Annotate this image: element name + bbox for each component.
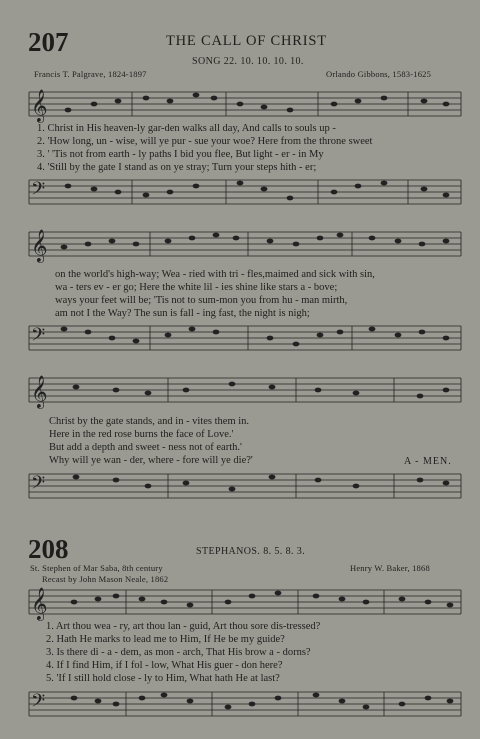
staff-bass-207-2 — [0, 318, 480, 358]
svg-text:𝄞: 𝄞 — [31, 231, 48, 262]
svg-text:𝄞: 𝄞 — [31, 91, 48, 122]
svg-text:𝄢: 𝄢 — [31, 690, 46, 715]
staff-treble-208-1 — [0, 582, 480, 622]
composer-credit-207: Orlando Gibbons, 1583-1625 — [326, 69, 432, 79]
svg-text:𝄢: 𝄢 — [31, 324, 46, 349]
lyric-208-1-3: 3. Is there di - a - dem, as mon - arch, That His brow a - dorns? — [46, 647, 311, 658]
hymn-title-207: THE CALL OF CHRIST — [166, 33, 327, 49]
staff-bass-207-3 — [0, 466, 480, 506]
author-credit-208: St. Stephen of Mar Saba, 8th century — [30, 563, 163, 573]
staff-treble-207-1 — [0, 84, 480, 124]
lyric-208-1-2: 2. Hath He marks to lead me to Him, If He be my guide? — [46, 634, 285, 645]
lyric-207-2-4: am not I the Way? The sun is fall - ing fast, the night is nigh; — [55, 308, 310, 319]
lyric-208-1-4: 4. If I find Him, if I fol - low, What His guer - don here? — [46, 660, 283, 671]
lyric-208-1-5: 5. 'If I still hold close - ly to Him, What hath He at last? — [46, 673, 280, 684]
svg-text:𝄢: 𝄢 — [31, 472, 46, 497]
svg-text:𝄞: 𝄞 — [31, 377, 48, 408]
lyric-207-1-3: 3. ' 'Tis not from earth - ly paths I bid you flee, But light - er - in My — [37, 149, 324, 160]
lyric-207-3-2: Here in the red rose burns the face of Love.' — [49, 429, 234, 440]
lyric-207-1-2: 2. 'How long, un - wise, will ye pur - sue your woe? Here from the throne sweet — [37, 136, 373, 147]
svg-text:𝄢: 𝄢 — [31, 178, 46, 203]
lyric-207-3-4: Why will ye wan - der, where - fore will ye die?' — [49, 455, 253, 466]
staff-bass-208-1 — [0, 684, 480, 724]
svg-text:𝄞: 𝄞 — [31, 589, 48, 620]
hymn-number-207: 207 — [28, 27, 69, 57]
lyric-207-2-3: ways your feet will be; 'Tis not to sum-mon you from hu - man mirth, — [55, 295, 348, 306]
lyric-207-3-3: But add a depth and sweet - ness not of earth.' — [49, 442, 242, 453]
author-credit-207: Francis T. Palgrave, 1824-1897 — [34, 69, 147, 79]
staff-bass-207-1 — [0, 172, 480, 212]
staff-treble-207-3 — [0, 370, 480, 410]
hymn-number-208: 208 — [28, 534, 69, 564]
lyric-208-1-1: 1. Art thou wea - ry, art thou lan - guid, Art thou sore dis-tressed? — [46, 621, 321, 632]
tune-meter-207: SONG 22. 10. 10. 10. 10. — [192, 56, 304, 67]
lyric-207-2-1: on the world's high-way; Wea - ried with tri - fles,maimed and sick with sin, — [55, 269, 375, 280]
tune-meter-208: STEPHANOS. 8. 5. 8. 3. — [196, 546, 306, 557]
lyric-207-3-1: Christ by the gate stands, and in - vites them in. — [49, 416, 250, 427]
lyric-207-1-1: 1. Christ in His heaven-ly gar-den walks all day, And calls to souls up - — [37, 123, 336, 134]
lyric-207-2-2: wa - ters ev - er go; Here the white lil - ies shine like stars a - bove; — [55, 282, 338, 293]
recast-credit-208: Recast by John Mason Neale, 1862 — [42, 574, 169, 584]
amen-label: A - MEN. — [404, 456, 452, 467]
composer-credit-208: Henry W. Baker, 1868 — [350, 563, 430, 573]
staff-treble-207-2 — [0, 224, 480, 264]
lyric-207-1-4: 4. 'Still by the gate I stand as on ye stray; Turn your steps hith - er; — [37, 162, 317, 173]
